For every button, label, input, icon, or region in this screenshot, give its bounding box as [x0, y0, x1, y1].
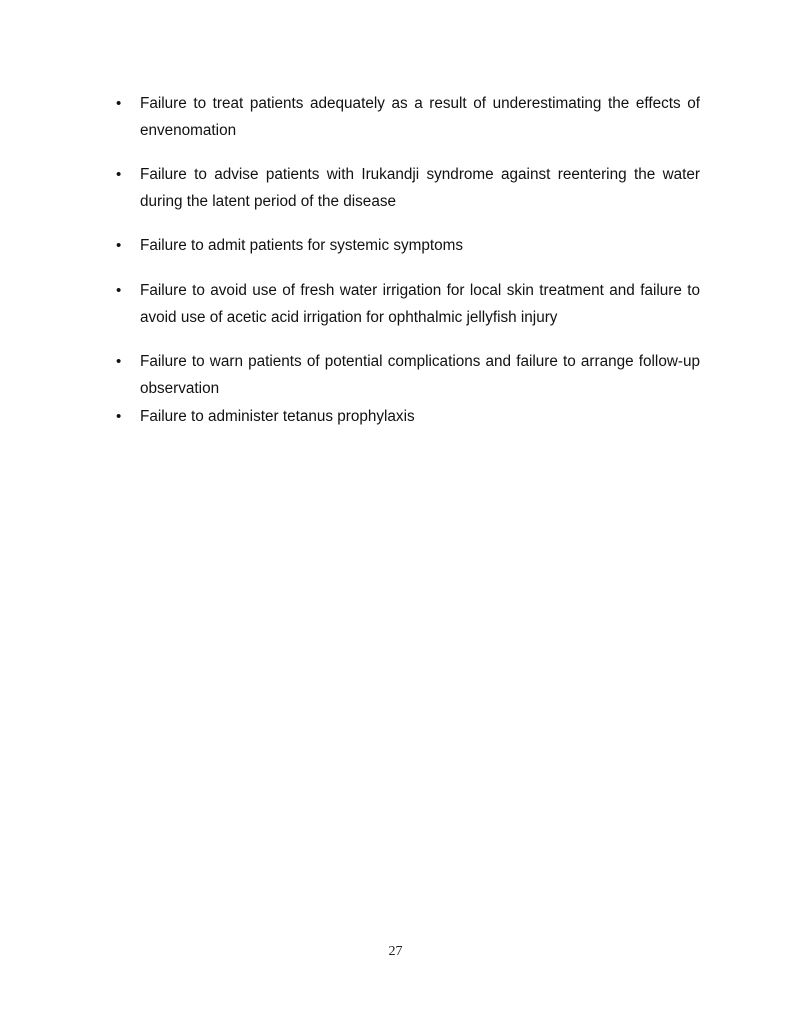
- list-item: [116, 277, 700, 331]
- list-item: [116, 232, 700, 259]
- list-item: [116, 90, 700, 144]
- bullet-icon: •: [116, 166, 122, 183]
- list-item: [116, 161, 700, 215]
- bullet-icon: •: [116, 353, 122, 370]
- bullet-icon: •: [116, 282, 122, 299]
- list-item: [116, 403, 700, 430]
- list-item-text: Failure to admit patients for systemic symptoms: [140, 237, 464, 254]
- bullet-icon: •: [116, 237, 122, 254]
- list-item-text: Failure to advise patients with Irukandji syndrome against reentering the water during the latent period of the disease: [140, 166, 700, 210]
- list-item: [116, 348, 700, 402]
- bullet-icon: •: [116, 408, 122, 425]
- page-number: 27: [388, 944, 403, 959]
- list-item-text: Failure to avoid use of fresh water irrigation for local skin treatment and failure to avoid use of acetic acid irrigation for ophthalmic jellyfish injury: [140, 282, 700, 326]
- list-item-text: Failure to treat patients adequately as a result of underestimating the effects of envenomation: [140, 95, 700, 139]
- bullet-icon: •: [116, 95, 122, 112]
- list-item-text: Failure to warn patients of potential complications and failure to arrange follow-up observation: [140, 353, 700, 397]
- list-item-text: Failure to administer tetanus prophylaxis: [140, 408, 415, 425]
